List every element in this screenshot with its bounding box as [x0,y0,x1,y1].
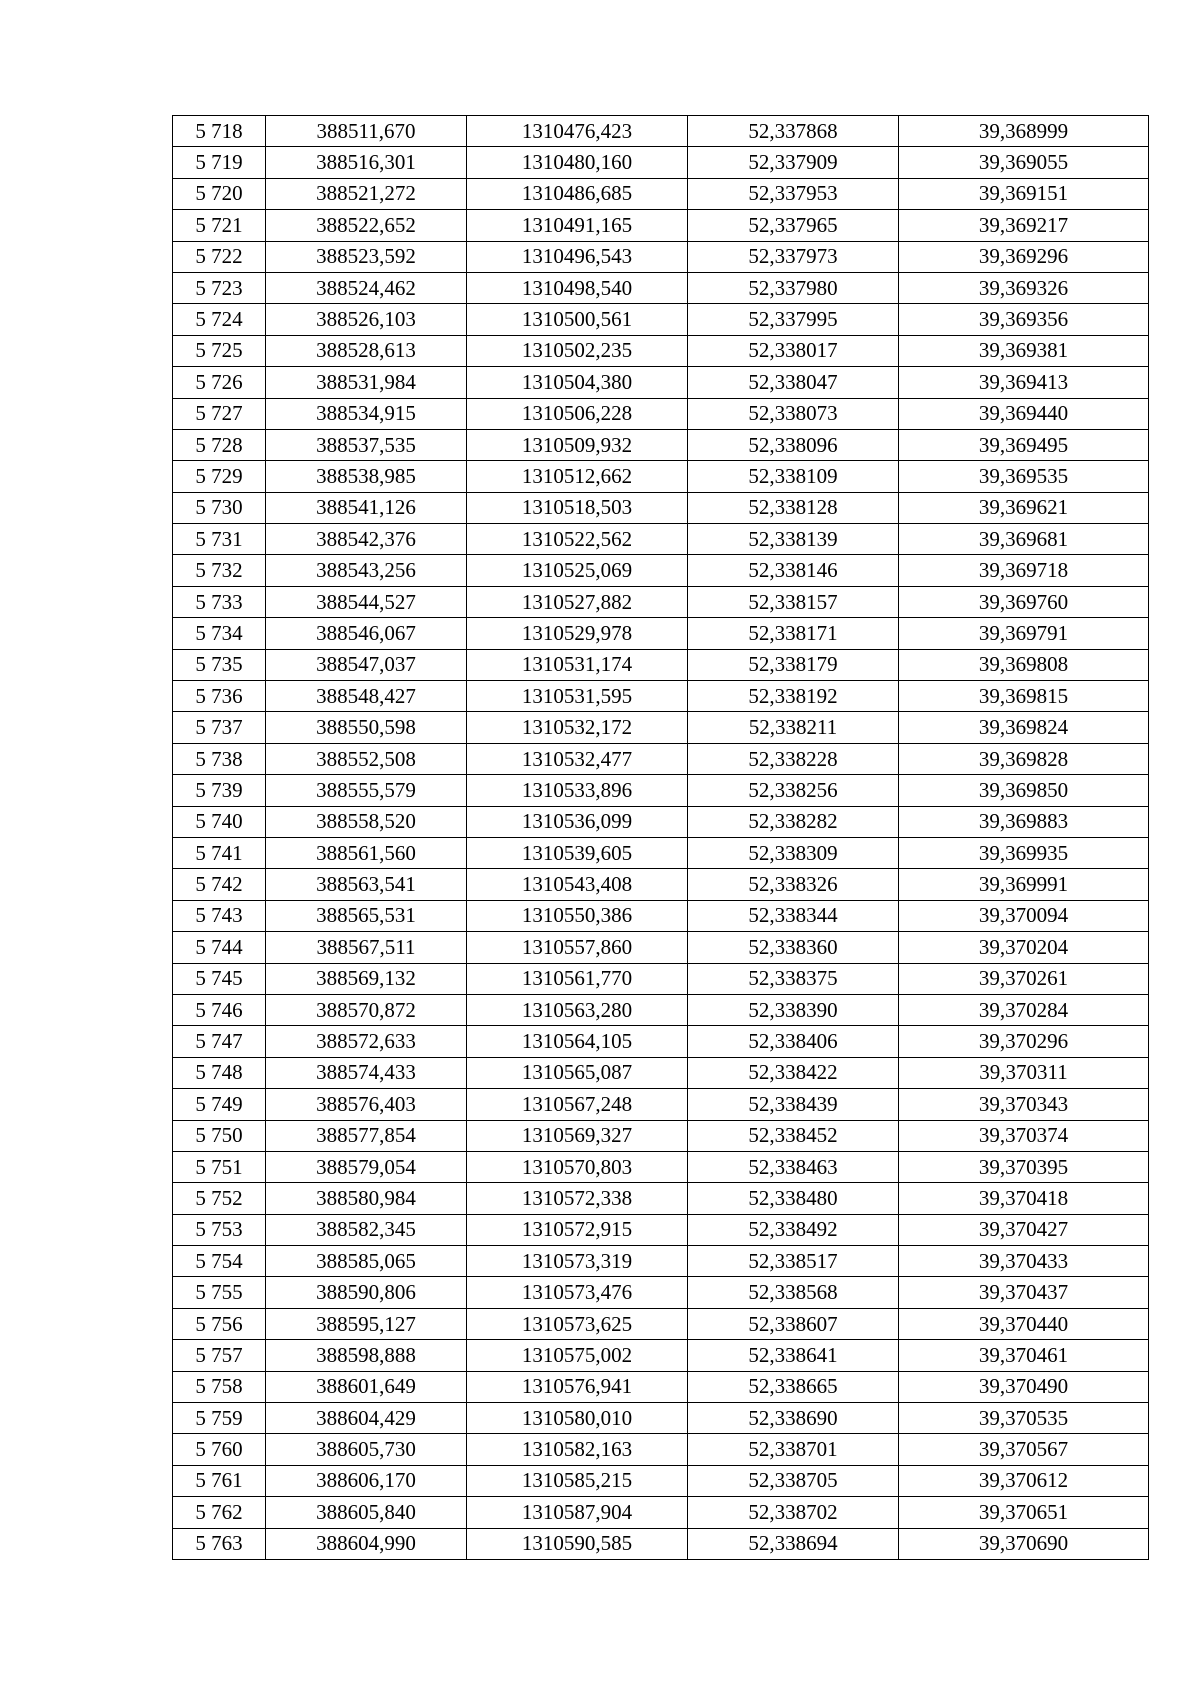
table-row [173,1151,1149,1182]
table-row [173,1528,1149,1559]
table-row [173,147,1149,178]
latitude-cell: 52,338641 [688,1340,899,1371]
table-row [173,335,1149,366]
longitude-cell: 39,369824 [899,712,1149,743]
y-coordinate-cell: 1310563,280 [467,994,688,1025]
y-coordinate-cell: 1310575,002 [467,1340,688,1371]
table-row [173,1120,1149,1151]
latitude-cell: 52,338607 [688,1308,899,1339]
table-row [173,116,1149,147]
latitude-cell: 52,338073 [688,398,899,429]
longitude-cell: 39,370418 [899,1183,1149,1214]
longitude-cell: 39,370343 [899,1089,1149,1120]
point-number-cell: 5 756 [173,1308,266,1339]
latitude-cell: 52,338344 [688,900,899,931]
table-row [173,1308,1149,1339]
y-coordinate-cell: 1310529,978 [467,618,688,649]
table-row [173,178,1149,209]
point-number-cell: 5 724 [173,304,266,335]
longitude-cell: 39,370427 [899,1214,1149,1245]
x-coordinate-cell: 388567,511 [266,932,467,963]
point-number-cell: 5 738 [173,743,266,774]
point-number-cell: 5 755 [173,1277,266,1308]
latitude-cell: 52,338463 [688,1151,899,1182]
point-number-cell: 5 746 [173,994,266,1025]
x-coordinate-cell: 388523,592 [266,241,467,272]
latitude-cell: 52,338017 [688,335,899,366]
y-coordinate-cell: 1310502,235 [467,335,688,366]
x-coordinate-cell: 388541,126 [266,492,467,523]
table-row [173,367,1149,398]
x-coordinate-cell: 388569,132 [266,963,467,994]
table-row [173,775,1149,806]
table-row [173,618,1149,649]
point-number-cell: 5 735 [173,649,266,680]
x-coordinate-cell: 388526,103 [266,304,467,335]
point-number-cell: 5 740 [173,806,266,837]
x-coordinate-cell: 388550,598 [266,712,467,743]
point-number-cell: 5 722 [173,241,266,272]
longitude-cell: 39,370567 [899,1434,1149,1465]
point-number-cell: 5 719 [173,147,266,178]
y-coordinate-cell: 1310582,163 [467,1434,688,1465]
latitude-cell: 52,337868 [688,116,899,147]
point-number-cell: 5 760 [173,1434,266,1465]
longitude-cell: 39,370094 [899,900,1149,931]
point-number-cell: 5 752 [173,1183,266,1214]
latitude-cell: 52,338146 [688,555,899,586]
longitude-cell: 39,369381 [899,335,1149,366]
longitude-cell: 39,369718 [899,555,1149,586]
latitude-cell: 52,338702 [688,1497,899,1528]
latitude-cell: 52,338439 [688,1089,899,1120]
point-number-cell: 5 744 [173,932,266,963]
x-coordinate-cell: 388604,990 [266,1528,467,1559]
latitude-cell: 52,338690 [688,1403,899,1434]
point-number-cell: 5 718 [173,116,266,147]
y-coordinate-cell: 1310543,408 [467,869,688,900]
longitude-cell: 39,369760 [899,586,1149,617]
table-row [173,1403,1149,1434]
latitude-cell: 52,338480 [688,1183,899,1214]
y-coordinate-cell: 1310533,896 [467,775,688,806]
latitude-cell: 52,338096 [688,429,899,460]
longitude-cell: 39,370535 [899,1403,1149,1434]
longitude-cell: 39,370261 [899,963,1149,994]
point-number-cell: 5 732 [173,555,266,586]
longitude-cell: 39,368999 [899,116,1149,147]
x-coordinate-cell: 388580,984 [266,1183,467,1214]
table-row [173,743,1149,774]
latitude-cell: 52,338192 [688,681,899,712]
longitude-cell: 39,369815 [899,681,1149,712]
point-number-cell: 5 747 [173,1026,266,1057]
table-row [173,649,1149,680]
x-coordinate-cell: 388544,527 [266,586,467,617]
longitude-cell: 39,370284 [899,994,1149,1025]
point-number-cell: 5 733 [173,586,266,617]
table-row [173,1371,1149,1402]
point-number-cell: 5 763 [173,1528,266,1559]
x-coordinate-cell: 388590,806 [266,1277,467,1308]
y-coordinate-cell: 1310564,105 [467,1026,688,1057]
table-row [173,1057,1149,1088]
longitude-cell: 39,370437 [899,1277,1149,1308]
longitude-cell: 39,369326 [899,272,1149,303]
table-row [173,241,1149,272]
longitude-cell: 39,369440 [899,398,1149,429]
x-coordinate-cell: 388605,840 [266,1497,467,1528]
table-row [173,900,1149,931]
x-coordinate-cell: 388531,984 [266,367,467,398]
point-number-cell: 5 737 [173,712,266,743]
longitude-cell: 39,369828 [899,743,1149,774]
latitude-cell: 52,338694 [688,1528,899,1559]
x-coordinate-cell: 388601,649 [266,1371,467,1402]
longitude-cell: 39,369151 [899,178,1149,209]
table-row [173,429,1149,460]
longitude-cell: 39,370690 [899,1528,1149,1559]
y-coordinate-cell: 1310525,069 [467,555,688,586]
x-coordinate-cell: 388572,633 [266,1026,467,1057]
table-row [173,1214,1149,1245]
point-number-cell: 5 730 [173,492,266,523]
y-coordinate-cell: 1310476,423 [467,116,688,147]
point-number-cell: 5 721 [173,210,266,241]
point-number-cell: 5 761 [173,1465,266,1496]
point-number-cell: 5 749 [173,1089,266,1120]
point-number-cell: 5 759 [173,1403,266,1434]
latitude-cell: 52,338228 [688,743,899,774]
table-row [173,398,1149,429]
latitude-cell: 52,338171 [688,618,899,649]
x-coordinate-cell: 388548,427 [266,681,467,712]
latitude-cell: 52,338047 [688,367,899,398]
x-coordinate-cell: 388522,652 [266,210,467,241]
longitude-cell: 39,369356 [899,304,1149,335]
longitude-cell: 39,369883 [899,806,1149,837]
y-coordinate-cell: 1310527,882 [467,586,688,617]
longitude-cell: 39,369791 [899,618,1149,649]
latitude-cell: 52,338179 [688,649,899,680]
y-coordinate-cell: 1310509,932 [467,429,688,460]
point-number-cell: 5 739 [173,775,266,806]
longitude-cell: 39,369621 [899,492,1149,523]
longitude-cell: 39,369935 [899,837,1149,868]
longitude-cell: 39,369055 [899,147,1149,178]
table-row [173,492,1149,523]
longitude-cell: 39,370374 [899,1120,1149,1151]
point-number-cell: 5 723 [173,272,266,303]
y-coordinate-cell: 1310572,915 [467,1214,688,1245]
point-number-cell: 5 736 [173,681,266,712]
y-coordinate-cell: 1310500,561 [467,304,688,335]
longitude-cell: 39,370651 [899,1497,1149,1528]
x-coordinate-cell: 388546,067 [266,618,467,649]
y-coordinate-cell: 1310569,327 [467,1120,688,1151]
table-row [173,1183,1149,1214]
latitude-cell: 52,338375 [688,963,899,994]
table-row [173,994,1149,1025]
point-number-cell: 5 731 [173,524,266,555]
x-coordinate-cell: 388561,560 [266,837,467,868]
latitude-cell: 52,338128 [688,492,899,523]
y-coordinate-cell: 1310580,010 [467,1403,688,1434]
latitude-cell: 52,338390 [688,994,899,1025]
latitude-cell: 52,338492 [688,1214,899,1245]
table-row [173,210,1149,241]
y-coordinate-cell: 1310518,503 [467,492,688,523]
y-coordinate-cell: 1310576,941 [467,1371,688,1402]
x-coordinate-cell: 388528,613 [266,335,467,366]
table-row [173,304,1149,335]
longitude-cell: 39,370395 [899,1151,1149,1182]
longitude-cell: 39,369681 [899,524,1149,555]
longitude-cell: 39,370461 [899,1340,1149,1371]
y-coordinate-cell: 1310522,562 [467,524,688,555]
x-coordinate-cell: 388579,054 [266,1151,467,1182]
y-coordinate-cell: 1310486,685 [467,178,688,209]
x-coordinate-cell: 388582,345 [266,1214,467,1245]
table-row [173,963,1149,994]
point-number-cell: 5 729 [173,461,266,492]
y-coordinate-cell: 1310512,662 [467,461,688,492]
table-row [173,461,1149,492]
point-number-cell: 5 754 [173,1246,266,1277]
latitude-cell: 52,337909 [688,147,899,178]
y-coordinate-cell: 1310539,605 [467,837,688,868]
x-coordinate-cell: 388537,535 [266,429,467,460]
x-coordinate-cell: 388598,888 [266,1340,467,1371]
longitude-cell: 39,369296 [899,241,1149,272]
table-row [173,272,1149,303]
coordinates-table [172,115,1149,1560]
latitude-cell: 52,338665 [688,1371,899,1402]
y-coordinate-cell: 1310504,380 [467,367,688,398]
latitude-cell: 52,338309 [688,837,899,868]
x-coordinate-cell: 388574,433 [266,1057,467,1088]
longitude-cell: 39,369991 [899,869,1149,900]
table-row [173,1026,1149,1057]
x-coordinate-cell: 388558,520 [266,806,467,837]
point-number-cell: 5 758 [173,1371,266,1402]
point-number-cell: 5 745 [173,963,266,994]
point-number-cell: 5 725 [173,335,266,366]
latitude-cell: 52,337965 [688,210,899,241]
y-coordinate-cell: 1310506,228 [467,398,688,429]
x-coordinate-cell: 388570,872 [266,994,467,1025]
longitude-cell: 39,370433 [899,1246,1149,1277]
latitude-cell: 52,338422 [688,1057,899,1088]
point-number-cell: 5 753 [173,1214,266,1245]
latitude-cell: 52,338282 [688,806,899,837]
x-coordinate-cell: 388524,462 [266,272,467,303]
latitude-cell: 52,337980 [688,272,899,303]
y-coordinate-cell: 1310573,319 [467,1246,688,1277]
longitude-cell: 39,369495 [899,429,1149,460]
longitude-cell: 39,370612 [899,1465,1149,1496]
x-coordinate-cell: 388595,127 [266,1308,467,1339]
table-row [173,869,1149,900]
point-number-cell: 5 727 [173,398,266,429]
y-coordinate-cell: 1310531,595 [467,681,688,712]
point-number-cell: 5 757 [173,1340,266,1371]
y-coordinate-cell: 1310565,087 [467,1057,688,1088]
y-coordinate-cell: 1310590,585 [467,1528,688,1559]
latitude-cell: 52,338701 [688,1434,899,1465]
y-coordinate-cell: 1310561,770 [467,963,688,994]
y-coordinate-cell: 1310572,338 [467,1183,688,1214]
latitude-cell: 52,338139 [688,524,899,555]
y-coordinate-cell: 1310480,160 [467,147,688,178]
table-row [173,1340,1149,1371]
table-row [173,1497,1149,1528]
x-coordinate-cell: 388604,429 [266,1403,467,1434]
y-coordinate-cell: 1310536,099 [467,806,688,837]
point-number-cell: 5 734 [173,618,266,649]
y-coordinate-cell: 1310531,174 [467,649,688,680]
latitude-cell: 52,338157 [688,586,899,617]
longitude-cell: 39,370490 [899,1371,1149,1402]
latitude-cell: 52,337973 [688,241,899,272]
point-number-cell: 5 742 [173,869,266,900]
table-row [173,555,1149,586]
y-coordinate-cell: 1310532,172 [467,712,688,743]
x-coordinate-cell: 388511,670 [266,116,467,147]
x-coordinate-cell: 388576,403 [266,1089,467,1120]
table-row [173,524,1149,555]
x-coordinate-cell: 388555,579 [266,775,467,806]
longitude-cell: 39,369808 [899,649,1149,680]
y-coordinate-cell: 1310573,625 [467,1308,688,1339]
longitude-cell: 39,369413 [899,367,1149,398]
x-coordinate-cell: 388585,065 [266,1246,467,1277]
x-coordinate-cell: 388542,376 [266,524,467,555]
x-coordinate-cell: 388516,301 [266,147,467,178]
longitude-cell: 39,369217 [899,210,1149,241]
latitude-cell: 52,338705 [688,1465,899,1496]
latitude-cell: 52,338517 [688,1246,899,1277]
point-number-cell: 5 741 [173,837,266,868]
y-coordinate-cell: 1310587,904 [467,1497,688,1528]
y-coordinate-cell: 1310573,476 [467,1277,688,1308]
latitude-cell: 52,337995 [688,304,899,335]
x-coordinate-cell: 388563,541 [266,869,467,900]
table-row [173,1246,1149,1277]
x-coordinate-cell: 388552,508 [266,743,467,774]
y-coordinate-cell: 1310557,860 [467,932,688,963]
longitude-cell: 39,370296 [899,1026,1149,1057]
table-row [173,932,1149,963]
point-number-cell: 5 750 [173,1120,266,1151]
longitude-cell: 39,369535 [899,461,1149,492]
x-coordinate-cell: 388547,037 [266,649,467,680]
y-coordinate-cell: 1310567,248 [467,1089,688,1120]
table-row [173,1465,1149,1496]
table-row [173,586,1149,617]
x-coordinate-cell: 388521,272 [266,178,467,209]
point-number-cell: 5 743 [173,900,266,931]
longitude-cell: 39,370440 [899,1308,1149,1339]
longitude-cell: 39,370204 [899,932,1149,963]
latitude-cell: 52,338452 [688,1120,899,1151]
point-number-cell: 5 720 [173,178,266,209]
table-row [173,806,1149,837]
latitude-cell: 52,338568 [688,1277,899,1308]
latitude-cell: 52,338406 [688,1026,899,1057]
point-number-cell: 5 726 [173,367,266,398]
point-number-cell: 5 762 [173,1497,266,1528]
table-row [173,1434,1149,1465]
x-coordinate-cell: 388534,915 [266,398,467,429]
latitude-cell: 52,338256 [688,775,899,806]
x-coordinate-cell: 388565,531 [266,900,467,931]
y-coordinate-cell: 1310585,215 [467,1465,688,1496]
point-number-cell: 5 751 [173,1151,266,1182]
latitude-cell: 52,338211 [688,712,899,743]
x-coordinate-cell: 388605,730 [266,1434,467,1465]
x-coordinate-cell: 388577,854 [266,1120,467,1151]
y-coordinate-cell: 1310496,543 [467,241,688,272]
x-coordinate-cell: 388543,256 [266,555,467,586]
latitude-cell: 52,338326 [688,869,899,900]
x-coordinate-cell: 388606,170 [266,1465,467,1496]
y-coordinate-cell: 1310498,540 [467,272,688,303]
point-number-cell: 5 728 [173,429,266,460]
y-coordinate-cell: 1310532,477 [467,743,688,774]
x-coordinate-cell: 388538,985 [266,461,467,492]
point-number-cell: 5 748 [173,1057,266,1088]
coordinates-table-body [173,116,1149,1560]
table-row [173,681,1149,712]
y-coordinate-cell: 1310570,803 [467,1151,688,1182]
table-row [173,1277,1149,1308]
latitude-cell: 52,338109 [688,461,899,492]
longitude-cell: 39,369850 [899,775,1149,806]
table-row [173,1089,1149,1120]
latitude-cell: 52,338360 [688,932,899,963]
latitude-cell: 52,337953 [688,178,899,209]
longitude-cell: 39,370311 [899,1057,1149,1088]
y-coordinate-cell: 1310550,386 [467,900,688,931]
table-row [173,837,1149,868]
table-row [173,712,1149,743]
y-coordinate-cell: 1310491,165 [467,210,688,241]
